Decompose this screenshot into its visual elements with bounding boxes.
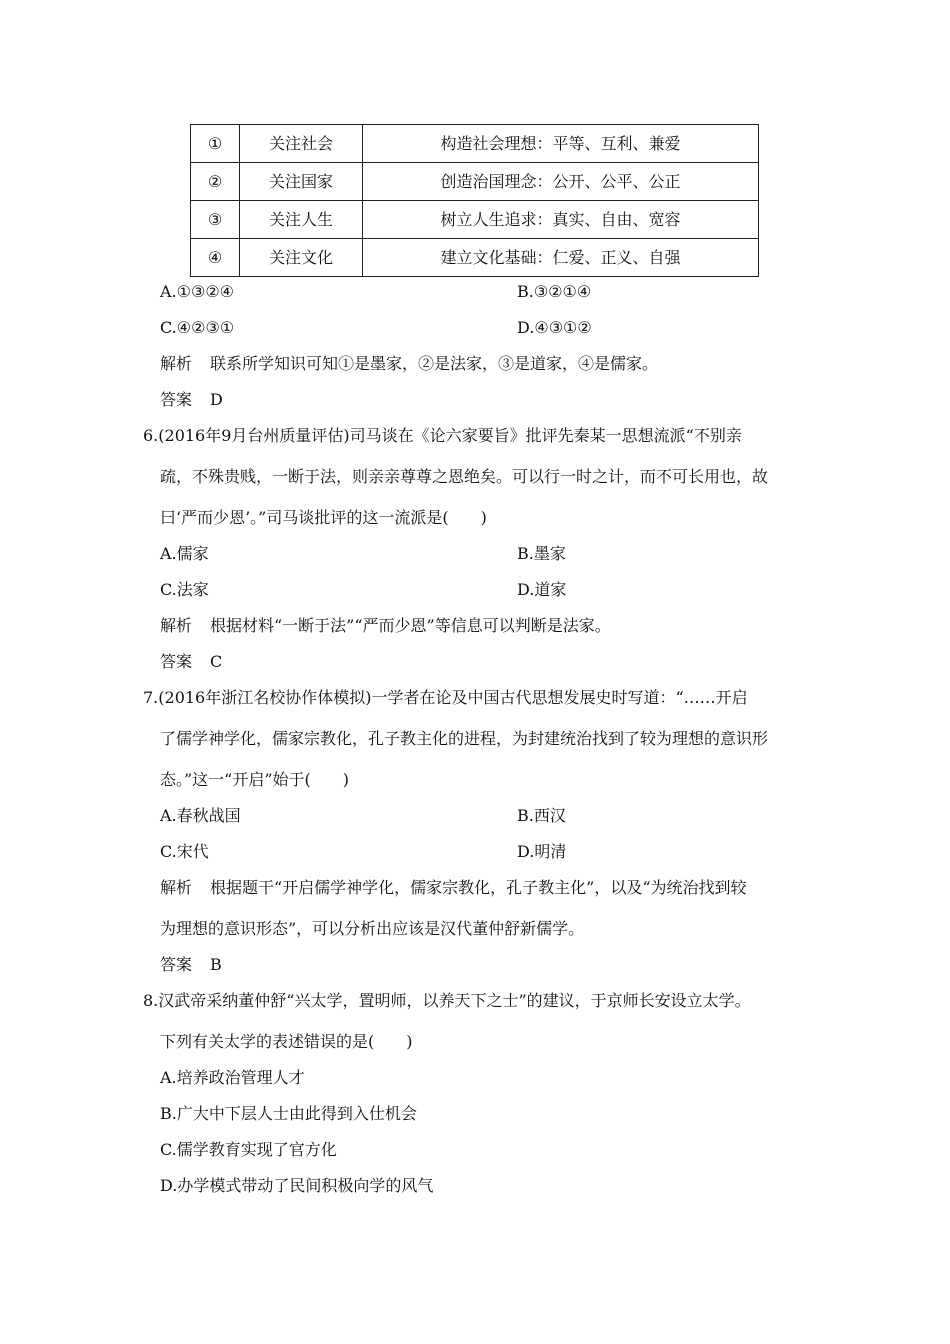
row-aspect: 关注文化: [240, 239, 363, 277]
q7-option-c: C.宋代: [160, 842, 209, 861]
table-row: [191, 201, 759, 239]
q7-stem-line-3: 态。”这一“开启”始于( ): [160, 770, 350, 789]
q7-stem-line-2: 了儒学神学化，儒家宗教化，孔子教主化的进程，为封建统治找到了较为理想的意识形: [160, 729, 769, 748]
row-aspect: 关注国家: [240, 163, 363, 201]
q5-analysis-label: 解析: [160, 354, 193, 373]
row-number: ③: [191, 201, 240, 239]
row-aspect: 关注社会: [240, 125, 363, 163]
row-number: ①: [191, 125, 240, 163]
q6-stem-line-2: 疏，不殊贵贱，一断于法，则亲亲尊尊之恩绝矣。可以行一时之计，而不可长用也，故: [160, 467, 769, 486]
q5-analysis: 联系所学知识可知①是墨家，②是法家，③是道家，④是儒家。: [210, 354, 659, 373]
thought-table: [190, 124, 759, 277]
q6-analysis-label: 解析: [160, 616, 193, 635]
row-content: 树立人生追求：真实、自由、宽容: [363, 201, 759, 239]
q6-stem-line-1: 6.(2016年9月台州质量评估)司马谈在《论六家要旨》批评先秦某一思想流派“不别亲: [143, 426, 742, 445]
q7-analysis-line-1: 根据题干“开启儒学神学化，儒家宗教化，孔子教主化”，以及“为统治找到较: [210, 878, 747, 897]
row-number: ②: [191, 163, 240, 201]
q7-answer: B: [210, 955, 222, 974]
q8-stem-line-1: 8.汉武帝采纳董仲舒“兴太学，置明师，以养天下之士”的建议，于京师长安设立太学。: [143, 991, 751, 1010]
q6-analysis: 根据材料“一断于法”“严而少恩”等信息可以判断是法家。: [210, 616, 611, 635]
q5-answer-label: 答案: [160, 390, 193, 409]
q5-option-d: D.④③①②: [517, 318, 592, 337]
q7-option-a: A.春秋战国: [160, 806, 241, 825]
q8-option-b: B.广大中下层人士由此得到入仕机会: [160, 1104, 417, 1123]
row-aspect: 关注人生: [240, 201, 363, 239]
q8-option-d: D.办学模式带动了民间积极向学的风气: [160, 1176, 434, 1195]
q7-stem-line-1: 7.(2016年浙江名校协作体模拟)一学者在论及中国古代思想发展史时写道：“……开启: [143, 688, 748, 707]
q7-option-d: D.明清: [517, 842, 567, 861]
row-number: ④: [191, 239, 240, 277]
q5-option-a: A.①③②④: [160, 282, 235, 301]
q8-option-c: C.儒学教育实现了官方化: [160, 1140, 337, 1159]
q5-answer: D: [210, 390, 223, 409]
table-row: [191, 125, 759, 163]
q5-option-b: B.③②①④: [517, 282, 592, 301]
q5-option-c: C.④②③①: [160, 318, 235, 337]
q6-option-b: B.墨家: [517, 544, 566, 563]
q6-stem-line-3: 曰‘严而少恩’。”司马谈批评的这一流派是( ): [160, 508, 487, 527]
q7-answer-label: 答案: [160, 955, 193, 974]
q7-analysis-line-2: 为理想的意识形态”，可以分析出应该是汉代董仲舒新儒学。: [160, 919, 585, 938]
q8-option-a: A.培养政治管理人才: [160, 1068, 305, 1087]
q7-analysis-label: 解析: [160, 878, 193, 897]
q7-option-b: B.西汉: [517, 806, 566, 825]
q6-answer-label: 答案: [160, 652, 193, 671]
table-row: [191, 163, 759, 201]
q6-answer: C: [210, 652, 223, 671]
q6-option-a: A.儒家: [160, 544, 209, 563]
q6-option-d: D.道家: [517, 580, 567, 599]
row-content: 建立文化基础：仁爱、正义、自强: [363, 239, 759, 277]
row-content: 创造治国理念：公开、公平、公正: [363, 163, 759, 201]
q8-stem-line-2: 下列有关太学的表述错误的是( ): [160, 1032, 413, 1051]
table-row: [191, 239, 759, 277]
row-content: 构造社会理想：平等、互利、兼爱: [363, 125, 759, 163]
q6-option-c: C.法家: [160, 580, 209, 599]
